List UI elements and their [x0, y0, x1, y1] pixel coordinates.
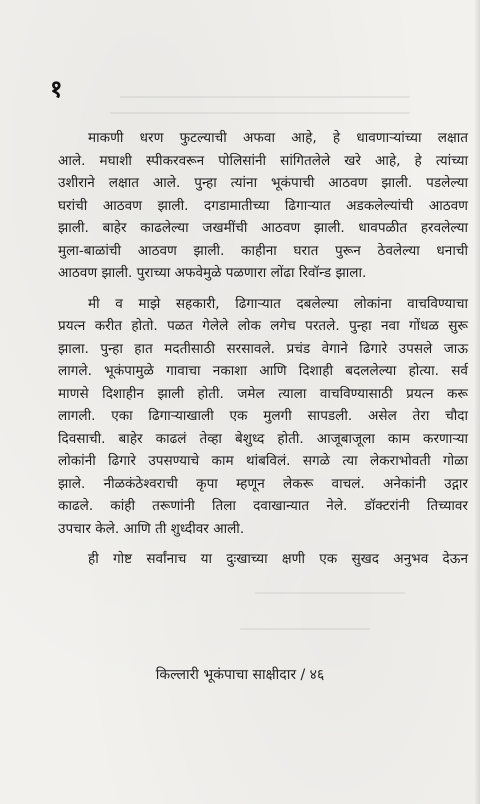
- page-footer: किल्लारी भूकंपाचा साक्षीदार / ४६: [155, 667, 325, 683]
- text-line: मी व माझे सहकारी, ढिगाऱ्यात दबलेल्या लोकांना वाचविण्याचा: [88, 295, 468, 312]
- chapter-number: १: [50, 75, 63, 103]
- paragraph-3: [58, 548, 468, 571]
- text-line: माकणी धरण फुटल्याची अफवा आहे, हे धावणाऱ्यांच्या लक्षात: [88, 130, 468, 146]
- text-line: काढले. कांही तरूणांनी तिला दवाखान्यात नेले. डॉक्टरांनी तिच्यावर: [58, 498, 468, 514]
- text-line: मुला-बाळांची आठवण झाली. काहीना घरात पुरून ठेवलेल्या धनाची: [58, 242, 468, 259]
- text-line: लोकांनी ढिगारे उपसण्याचे काम थांबविलं. सगळे त्या लेकराभोवती गोळा: [58, 453, 468, 469]
- text-line: माणसे दिशाहीन झाली होती. जमेल त्याला वाचविण्यासाठी प्रयत्न करू: [58, 385, 468, 402]
- show-through-line: [240, 628, 370, 630]
- text-line: घरांची आठवण झाली. दगडामातीच्या ढिगाऱ्यात अडकलेल्यांची आठवण: [58, 197, 468, 214]
- text-line: प्रयत्न करीत होतो. पळत गेलेले लोक लगेच परतले. पुन्हा नवा गोंधळ सुरू: [58, 318, 468, 334]
- text-line: लागली. एका ढिगाऱ्याखाली एक मुलगी सापडली. असेल तेरा चौदा: [58, 408, 468, 424]
- text-line: ही गोष्ट सर्वांनाच या दुःखाच्या क्षणी एक सुखद अनुभव देऊन: [88, 551, 468, 567]
- text-line: उशीराने लक्षात आले. पुन्हा त्यांना भूकंपाची आठवण झाली. पडलेल्या: [58, 175, 468, 191]
- show-through-line: [110, 112, 410, 114]
- text-line: लागले. भूकंपामुळे गावाचा नकाशा आणि दिशाही बदललेल्या होत्या. सर्व: [58, 363, 468, 379]
- text-line: झाले. नीळकंठेश्वराची कृपा म्हणून लेकरू वाचलं. अनेकांनी उद्गार: [58, 475, 468, 492]
- body-text: [58, 127, 468, 579]
- text-line: उपचार केले. आणि ती शुध्दीवर आली.: [58, 520, 245, 537]
- text-line: दिवसाची. बाहेर काढलं तेव्हा बेशुध्द होती. आजूबाजूला काम करणाऱ्या: [58, 430, 468, 447]
- text-line: आठवण झाली. पुराच्या अफवेमुळे पळणारा लोंढा रिवॉन्ड झाला.: [58, 265, 367, 281]
- text-line: झाला. पुन्हा हात मदतीसाठी सरसावले. प्रचंड वेगाने ढिगारे उपसले जाऊ: [58, 340, 468, 357]
- text-line: आले. मघाशी स्पीकरवरून पोलिसांनी सांगितलेले खरे आहे, हे त्यांच्या: [58, 152, 468, 169]
- text-line: झाली. बाहेर काढलेल्या जखमींची आठवण झाली. धावपळीत हरवलेल्या: [58, 220, 468, 236]
- show-through-line: [255, 592, 405, 594]
- paragraph-1: [58, 127, 468, 285]
- show-through-line: [120, 96, 410, 98]
- paragraph-2: [58, 293, 468, 541]
